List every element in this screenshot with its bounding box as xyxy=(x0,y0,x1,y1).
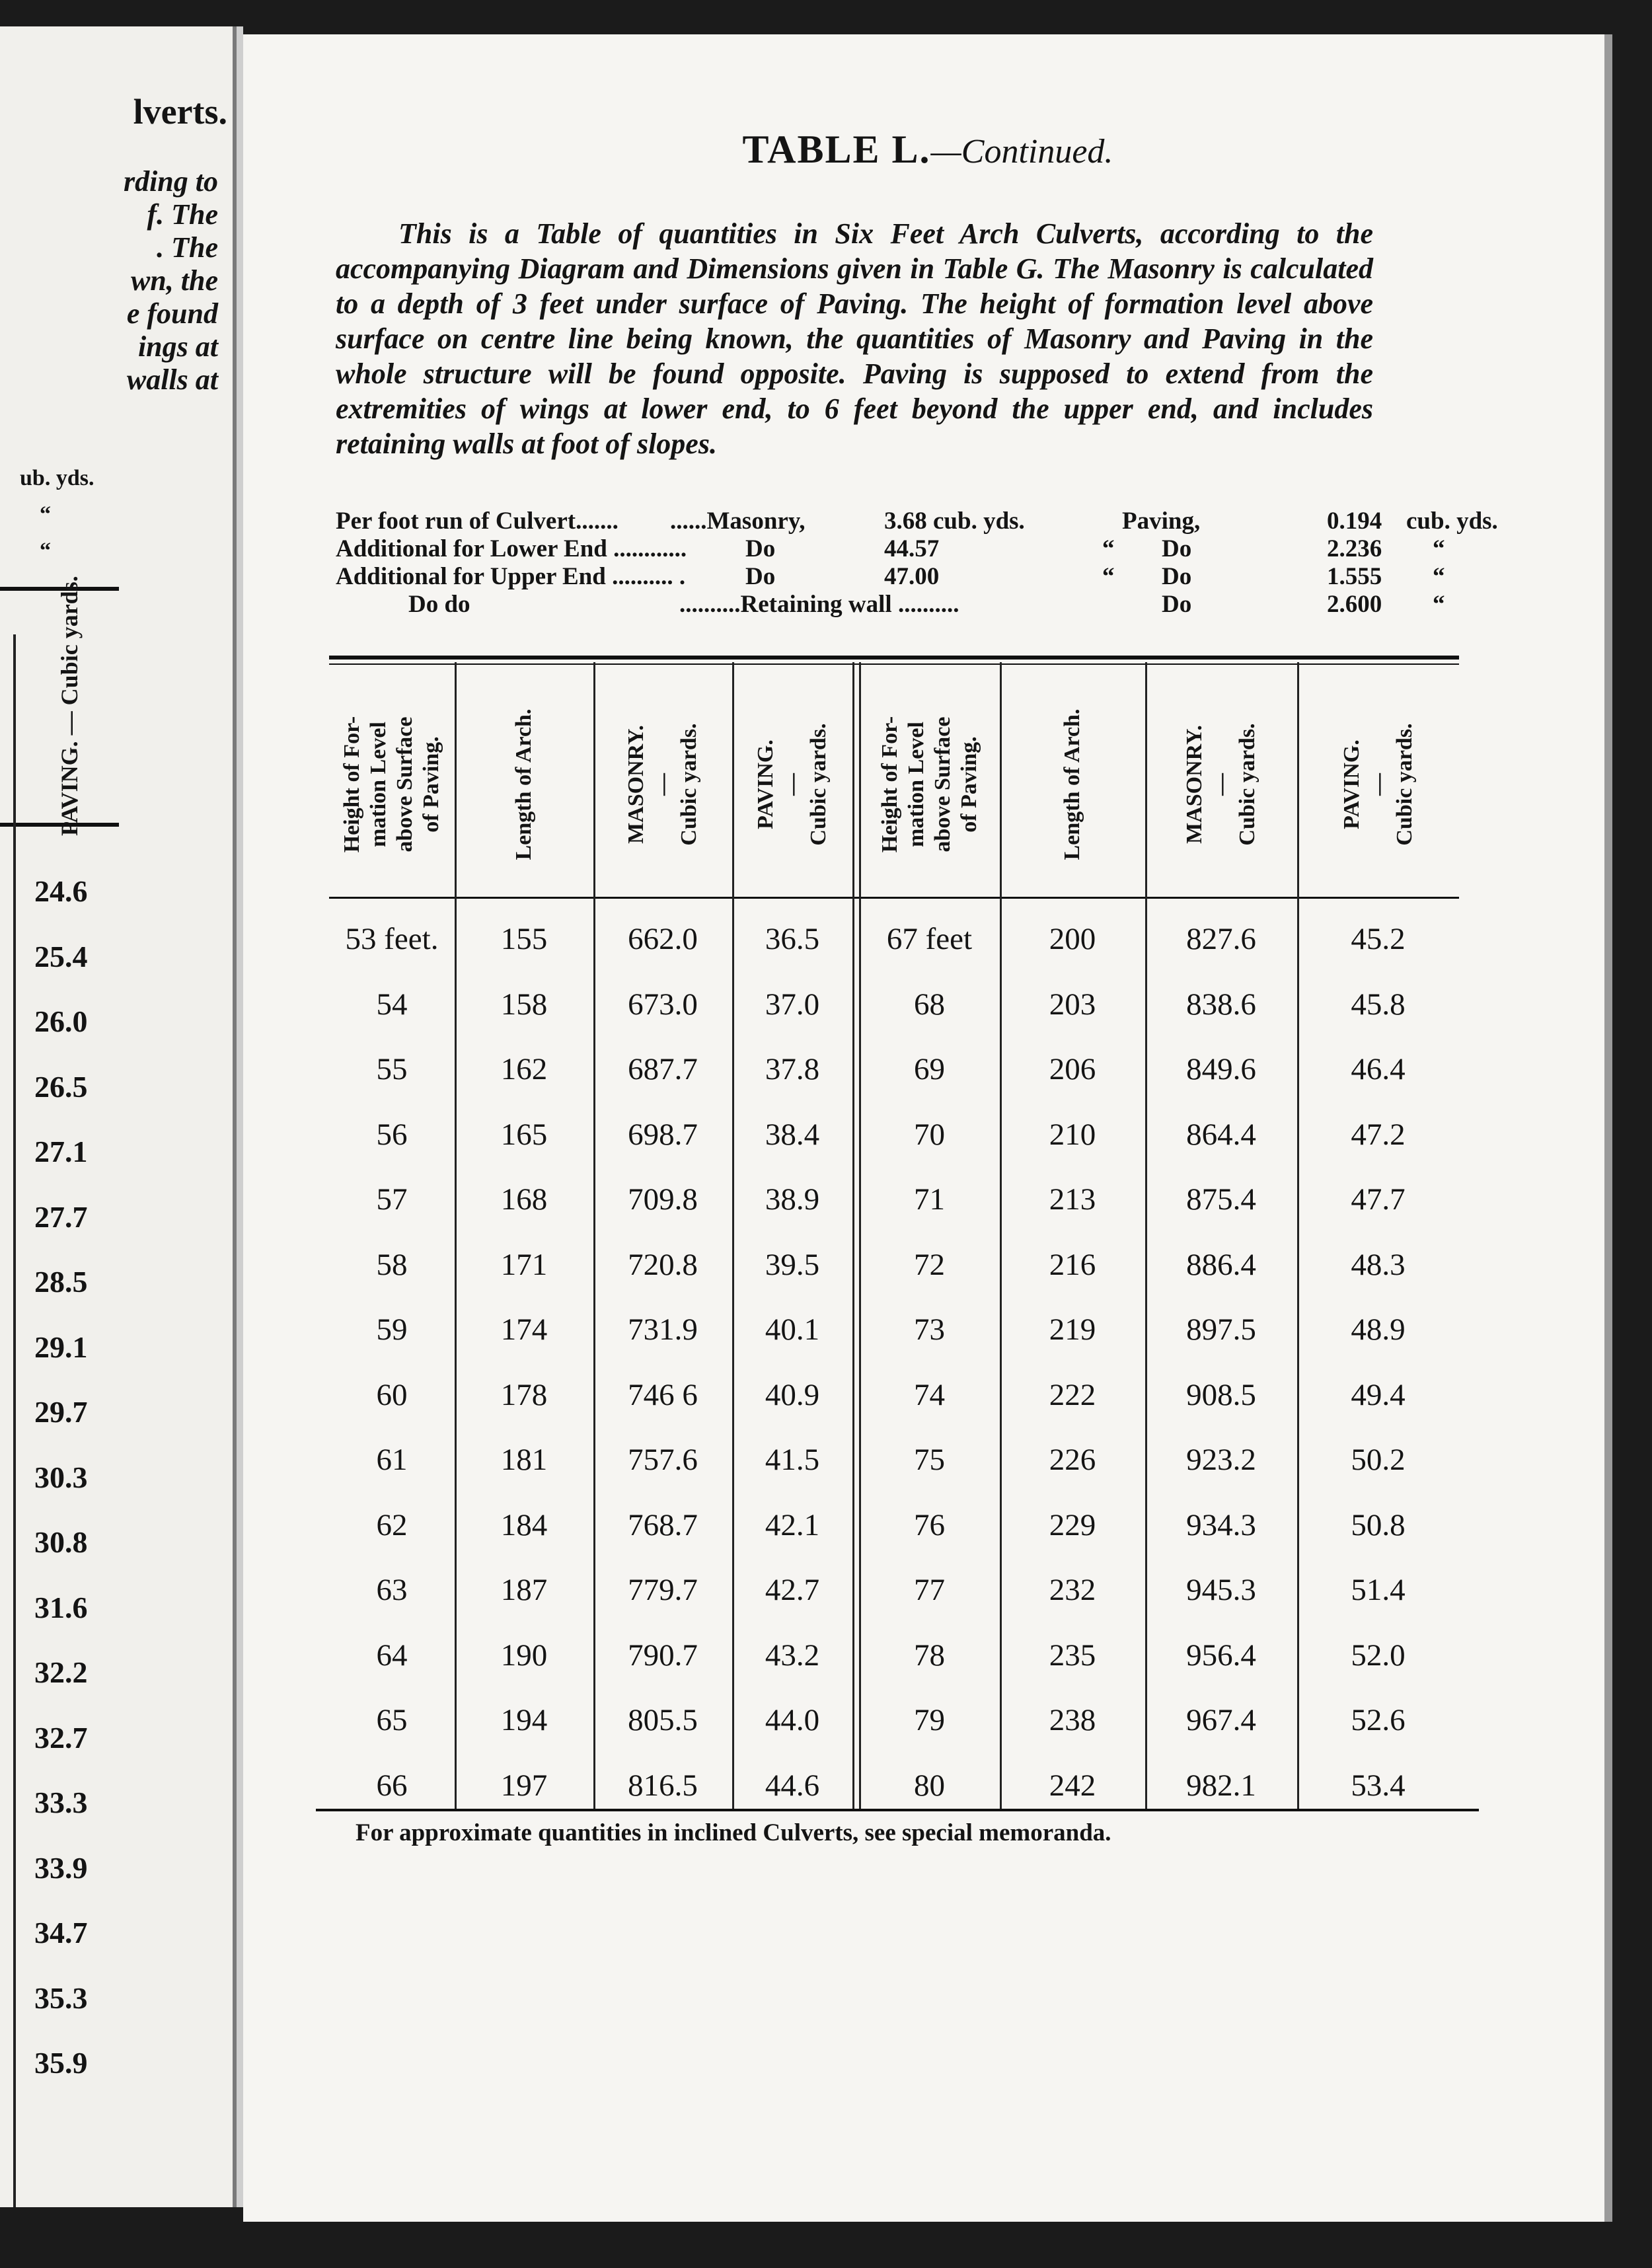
table-cell: 54 xyxy=(376,987,408,1022)
table-cell: 38.4 xyxy=(765,1117,820,1152)
table-cell: 934.3 xyxy=(1186,1507,1256,1542)
table-cell: 78 xyxy=(914,1638,945,1673)
table-cell: 56 xyxy=(376,1117,408,1152)
table-cell: 53.4 xyxy=(1351,1768,1406,1803)
header-length-right: Length of Arch. xyxy=(1060,708,1084,860)
table-cell: 44.0 xyxy=(765,1703,820,1737)
left-paving-value: 33.3 xyxy=(34,1786,88,1819)
left-text-line: wn, the xyxy=(130,264,218,297)
table-cell: 52.0 xyxy=(1351,1638,1406,1673)
book-gutter xyxy=(237,26,243,2207)
table-cell: 897.5 xyxy=(1186,1312,1256,1347)
table-cell: 226 xyxy=(1049,1443,1096,1477)
title-suffix: —Continued. xyxy=(930,133,1113,170)
table-cell: 229 xyxy=(1049,1507,1096,1542)
table-cell: 155 xyxy=(500,922,548,956)
table-cell: 232 xyxy=(1049,1573,1096,1607)
table-cell: 216 xyxy=(1049,1247,1096,1282)
table-cell: 60 xyxy=(376,1377,408,1412)
table-cell: 63 xyxy=(376,1573,408,1607)
left-paving-value: 29.1 xyxy=(34,1330,88,1364)
table-cell: 37.8 xyxy=(765,1052,820,1086)
table-cell: 75 xyxy=(914,1443,945,1477)
column-length-right xyxy=(1000,907,1145,1818)
table-cell: 162 xyxy=(500,1052,548,1086)
table-cell: 720.8 xyxy=(628,1247,698,1282)
table-cell: 53 feet. xyxy=(345,922,439,956)
title-main: TABLE L. xyxy=(742,128,931,171)
left-paving-value: 31.6 xyxy=(34,1590,88,1624)
table-cell: 698.7 xyxy=(628,1117,698,1152)
column-masonry-left xyxy=(593,907,732,1818)
table-cell: 171 xyxy=(500,1247,548,1282)
table-cell: 50.2 xyxy=(1351,1443,1406,1477)
footnote: For approximate quantities in inclined Culverts, see special memoranda. xyxy=(356,1819,1111,1846)
left-paving-value: 30.8 xyxy=(34,1525,88,1559)
table-cell: 779.7 xyxy=(628,1573,698,1607)
left-paving-value: 29.7 xyxy=(34,1395,88,1429)
left-text-line: . The xyxy=(157,231,218,264)
left-column-line xyxy=(13,634,16,2207)
left-paving-column xyxy=(34,859,114,2096)
left-paving-value: 32.2 xyxy=(34,1655,88,1689)
table-cell: 219 xyxy=(1049,1312,1096,1347)
table-cell: 61 xyxy=(376,1443,408,1477)
table-cell: 45.2 xyxy=(1351,922,1406,956)
header-masonry-right: MASONRY. — Cubic yards. xyxy=(1182,723,1259,846)
table-cell: 178 xyxy=(500,1377,548,1412)
table-cell: 66 xyxy=(376,1768,408,1803)
left-unit-line: ub. yds. xyxy=(20,466,94,490)
left-paving-value: 27.7 xyxy=(34,1199,88,1234)
left-unit-line: “ xyxy=(40,539,51,563)
table-cell: 77 xyxy=(914,1573,945,1607)
table-cell: 165 xyxy=(500,1117,548,1152)
table-cell: 757.6 xyxy=(628,1443,698,1477)
column-masonry-right xyxy=(1145,907,1297,1818)
col-divider-4a xyxy=(852,662,854,1809)
quantities-table xyxy=(316,656,1492,1845)
table-cell: 57 xyxy=(376,1182,408,1217)
header-paving-left: PAVING. — Cubic yards. xyxy=(753,723,831,846)
table-cell: 673.0 xyxy=(628,987,698,1022)
table-cell: 805.5 xyxy=(628,1703,698,1737)
column-height-left xyxy=(329,907,455,1818)
table-cell: 42.1 xyxy=(765,1507,820,1542)
page-edge xyxy=(1604,34,1612,2222)
table-cell: 46.4 xyxy=(1351,1052,1406,1086)
left-text-line: ings at xyxy=(137,330,218,363)
table-cell: 59 xyxy=(376,1312,408,1347)
table-cell: 70 xyxy=(914,1117,945,1152)
column-paving-left xyxy=(732,907,852,1818)
table-cell: 65 xyxy=(376,1703,408,1737)
table-cell: 69 xyxy=(914,1052,945,1086)
left-text-line: rding to xyxy=(123,165,218,198)
table-cell: 40.1 xyxy=(765,1312,820,1347)
left-text-line: e found xyxy=(126,297,218,330)
table-cell: 38.9 xyxy=(765,1182,820,1217)
summary-row-upper-end: Additional for Upper End .......... . Do 47.00 “ Do 1.555 “ xyxy=(336,563,1445,590)
right-page xyxy=(243,34,1612,2222)
left-paving-value: 24.6 xyxy=(34,874,88,908)
table-cell: 36.5 xyxy=(765,922,820,956)
table-cell: 746 6 xyxy=(628,1377,698,1412)
table-cell: 242 xyxy=(1049,1768,1096,1803)
table-cell: 62 xyxy=(376,1507,408,1542)
table-cell: 816.5 xyxy=(628,1768,698,1803)
left-paving-header: PAVING. — Cubic yards. xyxy=(56,576,83,836)
table-cell: 64 xyxy=(376,1638,408,1673)
table-cell: 73 xyxy=(914,1312,945,1347)
left-paving-value: 35.9 xyxy=(34,2046,88,2080)
table-cell: 838.6 xyxy=(1186,987,1256,1022)
table-cell: 72 xyxy=(914,1247,945,1282)
table-cell: 47.2 xyxy=(1351,1117,1406,1152)
summary-row-lower-end: Additional for Lower End ............ Do 44.57 “ Do 2.236 “ xyxy=(336,535,1445,562)
table-cell: 206 xyxy=(1049,1052,1096,1086)
summary-row-per-foot: Per foot run of Culvert....... ......Masonry, 3.68 cub. yds. Paving, 0.194 cub. yds. xyxy=(336,508,1498,535)
table-cell: 58 xyxy=(376,1247,408,1282)
left-paving-value: 34.7 xyxy=(34,1916,88,1949)
header-masonry-left: MASONRY. — Cubic yards. xyxy=(624,723,701,846)
table-top-rule-thin xyxy=(329,663,1459,665)
table-cell: 49.4 xyxy=(1351,1377,1406,1412)
table-cell: 174 xyxy=(500,1312,548,1347)
table-cell: 42.7 xyxy=(765,1573,820,1607)
table-cell: 51.4 xyxy=(1351,1573,1406,1607)
table-cell: 662.0 xyxy=(628,922,698,956)
table-cell: 956.4 xyxy=(1186,1638,1256,1673)
table-cell: 200 xyxy=(1049,922,1096,956)
table-cell: 55 xyxy=(376,1052,408,1086)
summary-block xyxy=(336,507,1498,618)
table-cell: 39.5 xyxy=(765,1247,820,1282)
table-cell: 190 xyxy=(500,1638,548,1673)
table-cell: 864.4 xyxy=(1186,1117,1256,1152)
table-cell: 43.2 xyxy=(765,1638,820,1673)
left-paving-value: 28.5 xyxy=(34,1265,88,1299)
table-cell: 47.7 xyxy=(1351,1182,1406,1217)
table-cell: 44.6 xyxy=(765,1768,820,1803)
table-cell: 79 xyxy=(914,1703,945,1737)
header-height-right: Height of For- mation Level above Surface of Paving. xyxy=(877,716,981,853)
column-length-left xyxy=(455,907,593,1818)
table-cell: 52.6 xyxy=(1351,1703,1406,1737)
table-cell: 235 xyxy=(1049,1638,1096,1673)
left-paving-value: 26.5 xyxy=(34,1069,88,1104)
table-cell: 194 xyxy=(500,1703,548,1737)
table-cell: 67 feet xyxy=(886,922,973,956)
table-cell: 184 xyxy=(500,1507,548,1542)
table-cell: 74 xyxy=(914,1377,945,1412)
table-cell: 76 xyxy=(914,1507,945,1542)
left-page-fragment xyxy=(0,26,237,2207)
left-text-line: f. The xyxy=(147,198,218,231)
table-cell: 80 xyxy=(914,1768,945,1803)
table-cell: 197 xyxy=(500,1768,548,1803)
table-cell: 967.4 xyxy=(1186,1703,1256,1737)
table-cell: 71 xyxy=(914,1182,945,1217)
table-cell: 886.4 xyxy=(1186,1247,1256,1282)
table-cell: 827.6 xyxy=(1186,922,1256,956)
table-cell: 908.5 xyxy=(1186,1377,1256,1412)
left-paving-value: 27.1 xyxy=(34,1135,88,1168)
table-cell: 875.4 xyxy=(1186,1182,1256,1217)
table-cell: 687.7 xyxy=(628,1052,698,1086)
table-cell: 790.7 xyxy=(628,1638,698,1673)
table-cell: 48.9 xyxy=(1351,1312,1406,1347)
table-cell: 168 xyxy=(500,1182,548,1217)
left-paving-value: 35.3 xyxy=(34,1981,88,2015)
column-height-right xyxy=(859,907,1000,1818)
table-top-rule xyxy=(329,656,1459,660)
table-cell: 768.7 xyxy=(628,1507,698,1542)
header-paving-right: PAVING. — Cubic yards. xyxy=(1339,723,1417,846)
table-cell: 709.8 xyxy=(628,1182,698,1217)
summary-row-retaining-wall: Do do ..........Retaining wall .......... Do 2.600 “ xyxy=(408,591,1445,618)
table-cell: 213 xyxy=(1049,1182,1096,1217)
page-title xyxy=(243,127,1612,172)
table-cell: 68 xyxy=(914,987,945,1022)
table-cell: 849.6 xyxy=(1186,1052,1256,1086)
table-cell: 203 xyxy=(1049,987,1096,1022)
table-cell: 40.9 xyxy=(765,1377,820,1412)
table-cell: 210 xyxy=(1049,1117,1096,1152)
left-paving-value: 33.9 xyxy=(34,1850,88,1885)
table-cell: 50.8 xyxy=(1351,1507,1406,1542)
column-paving-right xyxy=(1297,907,1459,1818)
table-header-rule xyxy=(329,897,1459,899)
intro-paragraph: This is a Table of quantities in Six Feet Arch Culverts, according to the accompanying Diagram and Dimensions given in Table G. The Masonry is calculated to a depth of 3 feet under surface of Paving. The height of formation level above surface on centre line being known, the quantities of Masonry and Paving in the whole structure will be found opposite. Paving is supposed to extend from the extremities of wings at lower end, to 6 feet beyond the upper end, and includes retaining walls at foot of slopes. xyxy=(336,217,1373,460)
left-text-line: walls at xyxy=(126,363,218,396)
table-cell: 187 xyxy=(500,1573,548,1607)
table-cell: 923.2 xyxy=(1186,1443,1256,1477)
table-cell: 37.0 xyxy=(765,987,820,1022)
table-cell: 48.3 xyxy=(1351,1247,1406,1282)
table-cell: 181 xyxy=(500,1443,548,1477)
left-paving-value: 32.7 xyxy=(34,1720,88,1755)
table-cell: 41.5 xyxy=(765,1443,820,1477)
left-page-heading: lverts. xyxy=(133,92,227,132)
table-cell: 238 xyxy=(1049,1703,1096,1737)
header-height-left: Height of For- mation Level above Surface of Paving. xyxy=(340,716,443,853)
header-length-left: Length of Arch. xyxy=(511,708,536,860)
table-cell: 158 xyxy=(500,987,548,1022)
table-cell: 945.3 xyxy=(1186,1573,1256,1607)
left-paving-value: 30.3 xyxy=(34,1460,88,1494)
left-paving-value: 25.4 xyxy=(34,939,88,973)
left-paving-value: 26.0 xyxy=(34,1004,88,1038)
table-cell: 731.9 xyxy=(628,1312,698,1347)
table-cell: 222 xyxy=(1049,1377,1096,1412)
left-unit-line: “ xyxy=(40,502,51,527)
table-cell: 982.1 xyxy=(1186,1768,1256,1803)
table-cell: 45.8 xyxy=(1351,987,1406,1022)
